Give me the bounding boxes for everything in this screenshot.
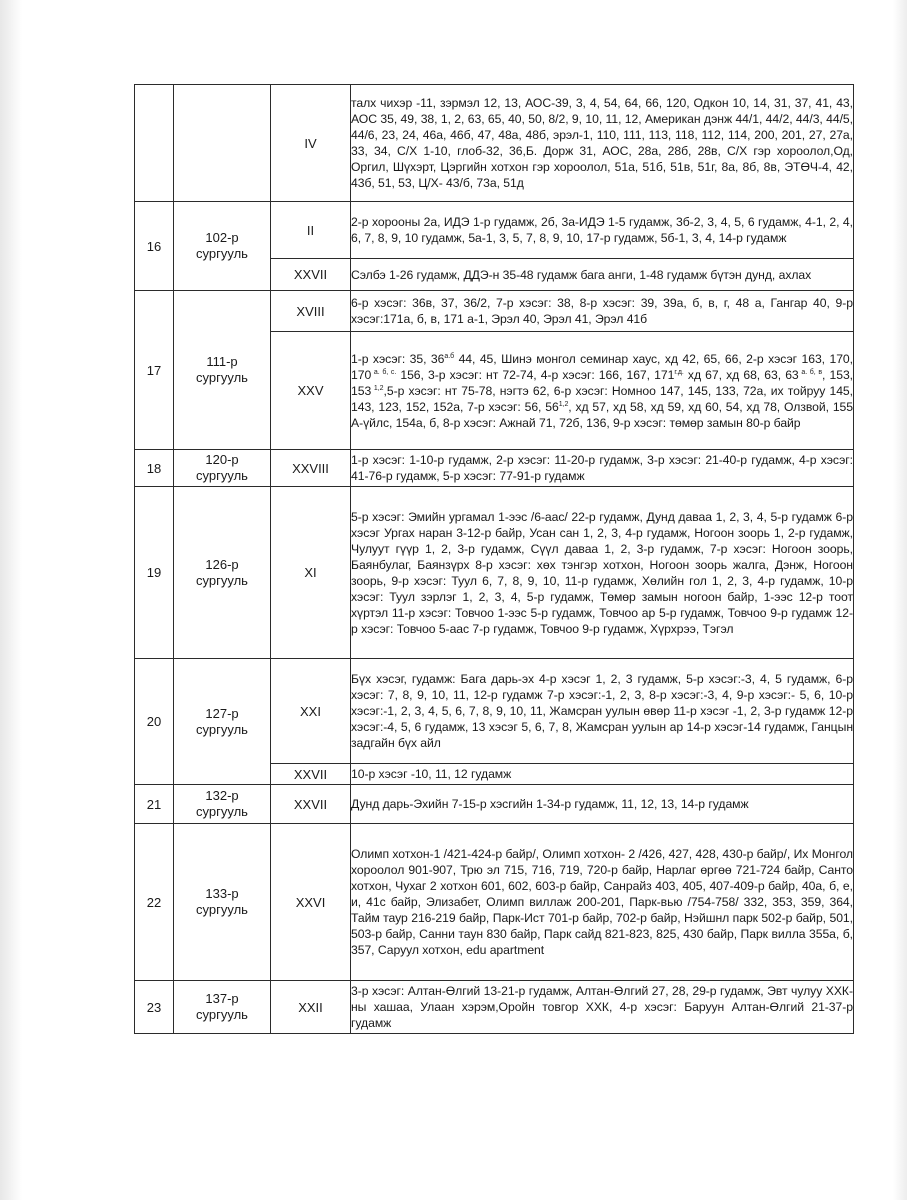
address-list: 5-р хэсэг: Эмийн ургамал 1-ээс /6-аас/ 22-р гудамж, Дунд даваа 1, 2, 3, 4, 5-р гудамж 6-р хэсэг Ургах наран 3-12-р байр, Усан сан 1, 2, 3, 4-р гудамж, Ногоон зоорь 1, 2-р гудамж, Чулуут гүүр 1, 2, 3-р гудамж, Сүүл даваа 1, 2, 3-р гудамж, 7-р хэсэг: Ногоон зоорь, Баянбулаг, Баянзүрх 8-р хэсэг: хөх тэнгэр хотхон, Ногоон зоорь жалга, Дэнж, Ногоон зоорь, 9-р хэсэг: Туул 6, 7, 8, 9, 10, 11-р гудамж, Хөлийн гол 1, 2, 3, 4-р гудамж, 10-р хэсэг: Туул зэрлэг 1, 2, 3, 4, 5-р гудамж, Төмөр замын ногоон байр, 1-ээс 12-р тоот хүртэл 11-р хэсэг: Товчоо 1-ээс 5-р гудамж, Товчоо ар 5-р гудамж, Товчоо 9-р гудамж 12-р хэсэг: Товчоо 5-аас 7-р гудамж, Товчоо 9-р гудамж, Хүрхрээ, Тэгэл xyxy=(351,487,854,659)
superscript: 1,2 xyxy=(371,384,384,392)
school-word: сургууль xyxy=(196,468,248,483)
address-list: Дунд дарь-Эхийн 7-15-р хэсгийн 1-34-р гудамж, 11, 12, 13, 14-р гудамж xyxy=(351,785,854,824)
row-number: 18 xyxy=(135,450,174,487)
superscript: а. б, в xyxy=(798,368,823,376)
district-code: XXVI xyxy=(271,824,351,981)
table-row xyxy=(135,291,854,332)
address-list: Бүх хэсэг, гудамж: Бага дарь-эх 4-р хэсэг 1, 2, 3 гудамж, 5-р хэсэг:-3, 4, 5 гудамж, 6-р хэсэг: 7, 8, 9, 10, 11, 12-р гудамж 7-р хэсэг:-1, 2, 3, 8-р хэсэг:-3, 4, 9-р хэсэг:- 5, 6, 10-р хэсэг:-1, 2, 3, 4, 5, 6, 7, 8, 9, 10, 11, Жамсран уулын өвөр 11-р хэсэг -1, 2, 3-р гудамж 12-р хэсэг:-4, 5, 6 гудамж, 13 хэсэг 5, 6, 7, 8, Жамсран уулын ар 14-р хэсэг-14 гудамж, Ганцын задгайн бүх айл xyxy=(351,659,854,764)
address-list: 10-р хэсэг -10, 11, 12 гудамж xyxy=(351,764,854,785)
address-list: 1-р хэсэг: 1-10-р гудамж, 2-р хэсэг: 11-20-р гудамж, 3-р хэсэг: 21-40-р гудамж, 4-р хэсэг: 41-76-р гудамж, 5-р хэсэг: 77-91-р гудамж xyxy=(351,450,854,487)
table-row xyxy=(135,981,854,1034)
school-name xyxy=(174,202,271,291)
school-word: сургууль xyxy=(196,1007,248,1022)
school-name xyxy=(174,981,271,1034)
school-name xyxy=(174,85,271,202)
district-code: IV xyxy=(271,85,351,202)
superscript: 1,2 xyxy=(558,400,569,408)
row-number: 20 xyxy=(135,659,174,785)
school-word: сургууль xyxy=(196,370,248,385)
district-code: XXI xyxy=(271,659,351,764)
address-list: 3-р хэсэг: Алтан-Өлгий 13-21-р гудамж, Алтан-Өлгий 27, 28, 29-р гудамж, Эвт чулуу ХХК-ны хашаа, Улаан хэрэм,Оройн товгор ХХК, 4-р хэсэг: Баруун Алтан-Өлгий 21-37-р гудамж xyxy=(351,981,854,1034)
district-code: XXVII xyxy=(271,764,351,785)
address-text: 44, 45, Шинэ монгол семинар хаус, хд 42, 65, 66, 2-р хэсэг 163, 170, 170 xyxy=(351,351,854,382)
row-number: 22 xyxy=(135,824,174,981)
table-row xyxy=(135,202,854,259)
address-list: 6-р хэсэг: 36в, 37, 36/2, 7-р хэсэг: 38, 8-р хэсэг: 39, 39а, б, в, г, 48 а, Гангар 40, 9-р хэсэг:171а, б, в, 171 а-1, Эрэл 40, Эрэл 41, Эрэл 41б xyxy=(351,291,854,332)
address-list xyxy=(351,332,854,450)
row-number: 21 xyxy=(135,785,174,824)
row-number: 17 xyxy=(135,291,174,450)
school-word: сургууль xyxy=(196,246,248,261)
school-name xyxy=(174,291,271,450)
school-word: сургууль xyxy=(196,902,248,917)
address-list: талх чихэр -11, зэрмэл 12, 13, АОС-39, 3, 4, 54, 64, 66, 120, Одкон 10, 14, 31, 37, 41, 43, АОС 35, 49, 38, 1, 2, 63, 65, 40, 50, 8/2, 9, 10, 11, 12, Американ дэнж 44/1, 44/2, 44/3, 44/5, 44/6, 23, 24, 46а, 46б, 47, 48а, 48б, эрэл-1, 110, 111, 113, 118, 112, 114, 200, 201, 27, 27а, 33, 34, С/Х 1-10, глоб-32, 36,Б. Дорж 31, АОС, 28а, 28б, 28в, С/Х гэр хороолол,Од, Оргил, Шүхэрт, Цэргийн хотхон гэр хороолол, 51а, 51б, 51в, 51г, 8а, 8б, 8в, ЭТӨЧ-4, 42, 43б, 51, 53, Ц/Х- 43/б, 73а, 51д xyxy=(351,85,854,202)
table-row xyxy=(135,659,854,764)
district-code: II xyxy=(271,202,351,259)
address-text: , хд 57, хд 58, хд 59, хд 60, 54, хд 78, Олзвой, 155 А-үйлс, 154а, б, 8-р хэсэг: Ажнай 71, 72б, 136, 9-р хэсэг: төмөр замын 80-р байр xyxy=(351,399,854,430)
school-word: сургууль xyxy=(196,804,248,819)
table-row xyxy=(135,824,854,981)
school-number: 102-р xyxy=(205,230,239,245)
district-code: XXVII xyxy=(271,785,351,824)
address-text: , 153, 153 xyxy=(351,367,854,398)
school-name xyxy=(174,450,271,487)
superscript: г.д. xyxy=(674,368,684,376)
page-shadow-right xyxy=(893,0,907,1200)
district-code: XI xyxy=(271,487,351,659)
address-text: хд 67, хд 68, 63, 63 xyxy=(683,367,799,382)
row-number: 16 xyxy=(135,202,174,291)
address-text: 1-р хэсэг: 35, 36 xyxy=(351,351,445,366)
address-text: ,5-р хэсэг: нт 75-78, нэгтэ 62, 6-р хэсэг: Номноо 147, 145, 133, 72а, их тойруу 145, 143, 123, 152, 152а, 7-р хэсэг: 56, 56 xyxy=(351,383,853,414)
row-number: 23 xyxy=(135,981,174,1034)
school-word: сургууль xyxy=(196,572,248,588)
school-name xyxy=(174,785,271,824)
school-number: 126-р xyxy=(205,556,239,572)
district-code: XXII xyxy=(271,981,351,1034)
row-number xyxy=(135,85,174,202)
address-list: 2-р хорооны 2а, ИДЭ 1-р гудамж, 2б, 3а-ИДЭ 1-5 гудамж, 3б-2, 3, 4, 5, 6 гудамж, 4-1, 2, 4, 6, 7, 8, 9, 10 гудамж, 5а-1, 3, 5, 7, 8, 9, 10, 17-р гудамж, 5б-1, 3, 4, 14-р гудамж xyxy=(351,202,854,259)
row-number: 19 xyxy=(135,487,174,659)
school-district-table xyxy=(134,84,854,1034)
school-word: сургууль xyxy=(196,721,248,737)
school-number: 137-р xyxy=(205,991,239,1006)
superscript: а. б, с. xyxy=(371,368,397,376)
address-text: 156, 3-р хэсэг: нт 72-74, 4-р хэсэг: 166, 167, 171 xyxy=(396,367,675,382)
page-shadow-left xyxy=(0,0,22,1200)
table-row xyxy=(135,85,854,202)
address-list: Сэлбэ 1-26 гудамж, ДДЭ-н 35-48 гудамж бага анги, 1-48 гудамж бүтэн дунд, ахлах xyxy=(351,259,854,291)
school-name xyxy=(174,824,271,981)
table-row xyxy=(135,785,854,824)
school-number: 111-р xyxy=(206,354,238,369)
school-number: 132-р xyxy=(205,788,239,803)
school-name xyxy=(174,487,271,659)
school-number: 133-р xyxy=(205,886,239,901)
school-number: 127-р xyxy=(205,705,239,721)
district-code: XVIII xyxy=(271,291,351,332)
district-code: XXVII xyxy=(271,259,351,291)
school-name xyxy=(174,659,271,785)
district-code: XXV xyxy=(271,332,351,450)
table-row xyxy=(135,450,854,487)
district-code: XXVIII xyxy=(271,450,351,487)
school-number: 120-р xyxy=(205,452,239,467)
superscript: а.б xyxy=(444,352,455,360)
table-row xyxy=(135,487,854,659)
address-list: Олимп хотхон-1 /421-424-р байр/, Олимп хотхон- 2 /426, 427, 428, 430-р байр/, Их Монгол хороолол 901-907, Трю эл 715, 716, 719, 720-р байр, Нарлаг өргөө 721-724 байр, Санто хотхон, Чухаг 2 хотхон 601, 602, 603-р байр, Санрайз 403, 405, 407-409-р байр, 40а, б, е, и, 41с байр, Элизабет, Олимп виллаж 200-201, Парк-вью /754-758/ 332, 353, 359, 364, Тайм таур 216-219 байр, Парк-Ист 701-р байр, 702-р байр, Нэйшнл парк 502-р байр, 501, 503-р байр, Санни таун 830 байр, Парк сайд 821-823, 825, 430 байр, Парк вилла 355а, б, 357, Саруул хотхон, edu apartment xyxy=(351,824,854,981)
